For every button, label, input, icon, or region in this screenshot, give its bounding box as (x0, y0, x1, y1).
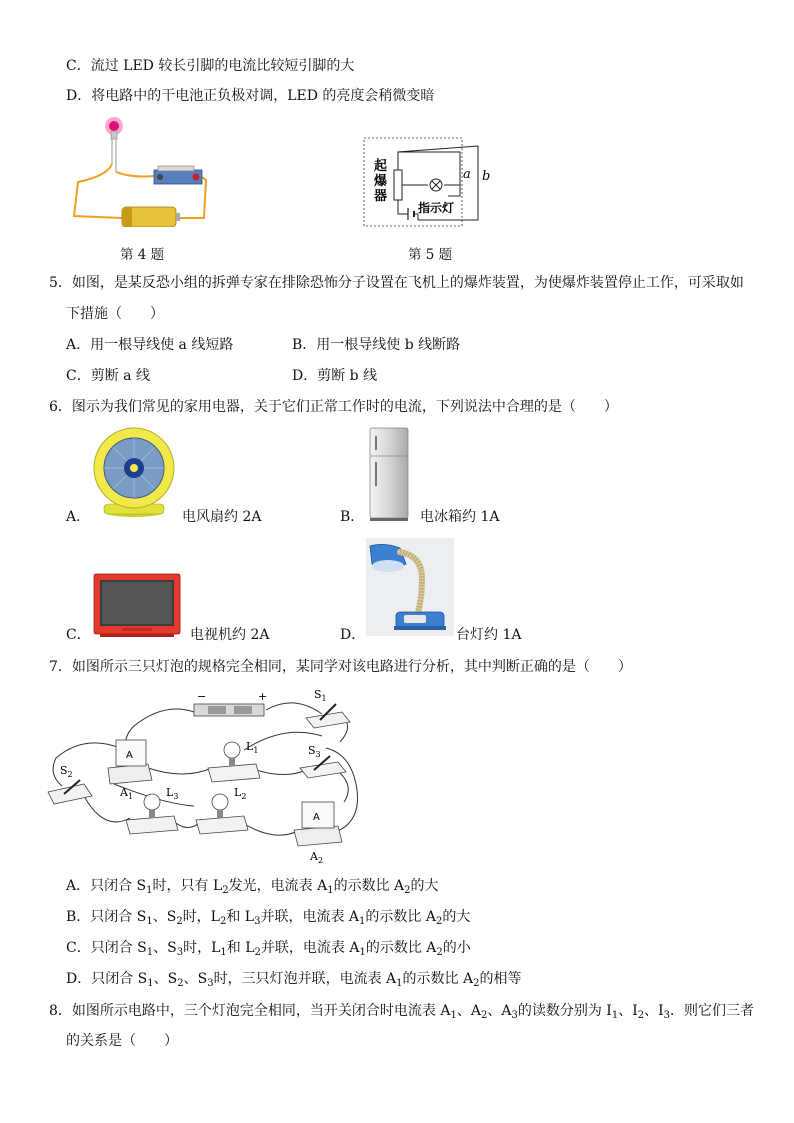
q5-figure-caption: 第 5 题 (408, 247, 453, 263)
q5-option-d: D．剪断 b 线 (292, 368, 378, 384)
ammeter-a1-face-label: A (126, 750, 133, 761)
q5-stem-line-2: 下措施（ ） (66, 306, 164, 322)
q6-option-b-letter: B． (340, 509, 365, 525)
q6-stem: 6．图示为我们常见的家用电器，关于它们正常工作时的电流，下列说法中合理的是（ ） (49, 399, 618, 415)
electric-fan-image (92, 426, 178, 518)
q6-option-c-text: 电视机约 2A (190, 627, 270, 643)
q4-figure-caption: 第 4 题 (120, 247, 165, 263)
q6-option-d-letter: D． (340, 627, 366, 643)
q5-option-c: C．剪断 a 线 (66, 368, 150, 384)
q7-option-a: A．只闭合 $S_1$时，只有 $L_2$发光，电流表 $A_1$的示数比 $A_2$的大 (66, 878, 439, 896)
battery-negative-label: − (197, 690, 207, 703)
q7-stem: 7．如图所示三只灯泡的规格完全相同，某同学对该电路进行分析，其中判断正确的是（ ） (49, 659, 632, 675)
q5-detonator-circuit-figure (362, 136, 498, 230)
lamp-l3-label: $L_3$ (166, 786, 179, 801)
q7-option-d: D．只闭合 $S_1$、$S_2$、$S_3$时，三只灯泡并联，电流表 $A_1$的示数比 $A_2$的相等 (66, 971, 522, 989)
q6-option-b-text: 电冰箱约 1A (420, 509, 500, 525)
q7-option-b: B．只闭合 $S_1$、$S_2$时，$L_2$和 $L_3$并联，电流表 $A_1$的示数比 $A_2$的大 (66, 909, 471, 927)
q6-option-c-letter: C． (66, 627, 91, 643)
q6-option-a-letter: A． (66, 509, 91, 525)
q5-option-b: B．用一根导线使 b 线断路 (292, 337, 461, 353)
q5-stem-line-1: 5．如图，是某反恐小组的拆弹专家在排除恐怖分子设置在飞机上的爆炸装置，为使爆炸装置停止工作，可采取如 (49, 275, 744, 291)
q4-option-d: D．将电路中的干电池正负极对调，LED 的亮度会稍微变暗 (66, 88, 435, 104)
lamp-l2-label: $L_2$ (234, 786, 247, 801)
wire-a-label: a (463, 167, 471, 182)
q7-circuit-figure (44, 684, 366, 864)
ammeter-a1-label: $A_1$ (120, 786, 134, 801)
indicator-lamp-label: 指示灯 (418, 201, 455, 215)
ammeter-a2-label: $A_2$ (310, 850, 324, 864)
q6-option-d-text: 台灯约 1A (456, 627, 522, 643)
q8-stem-line-2: 的关系是（ ） (66, 1033, 178, 1049)
ammeter-a2-face-label: A (313, 812, 320, 823)
desk-lamp-image (366, 538, 454, 636)
wire-b-label: b (482, 169, 491, 184)
detonator-label-3: 器 (374, 189, 388, 204)
q7-option-c: C．只闭合 $S_1$、$S_3$时，$L_1$和 $L_2$并联，电流表 $A_1$的示数比 $A_2$的小 (66, 940, 471, 958)
lamp-l1-label: $L_1$ (246, 740, 259, 755)
switch-s2-label: $S_2$ (60, 764, 73, 779)
q4-led-circuit-figure (62, 112, 222, 227)
q8-stem-line-1: 8．如图所示电路中，三个灯泡完全相同，当开关闭合时电流表 $A_1$、$A_2$、$A_3$的读数分别为 $I_1$、$I_2$、$I_3$．则它们三者 (49, 1003, 755, 1021)
switch-s3-label: $S_3$ (308, 744, 321, 759)
q4-option-c: C．流过 LED 较长引脚的电流比较短引脚的大 (66, 58, 355, 74)
refrigerator-image (366, 426, 412, 522)
detonator-label-2: 爆 (374, 174, 388, 189)
q5-option-a: A．用一根导线使 a 线短路 (66, 337, 234, 353)
battery-positive-label: + (258, 690, 268, 703)
detonator-label-1: 起 (374, 159, 388, 174)
television-image (92, 572, 182, 638)
switch-s1-label: $S_1$ (314, 688, 327, 703)
q6-option-a-text: 电风扇约 2A (182, 509, 262, 525)
